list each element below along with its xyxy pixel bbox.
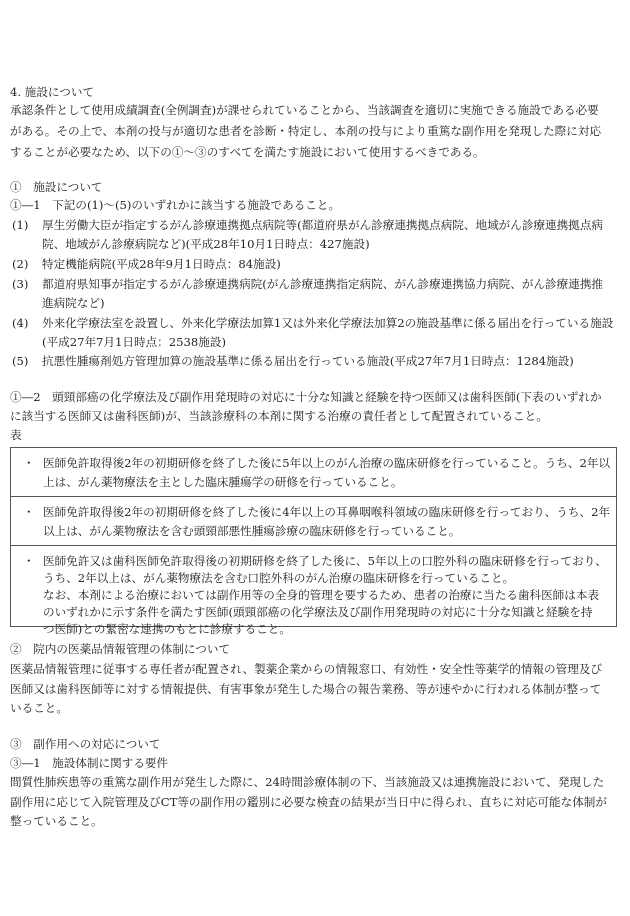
table-row-line: 医師免許取得後2年の初期研修を終了した後に5年以上のがん治療の臨床研修を行っていること。うち、2年以 [43, 456, 611, 470]
bullet: ・ [23, 505, 35, 519]
s1-sub2-line: に該当する医師又は歯科医師)が、当該診療科の本剤に関する治療の責任者として配置されていること。 [10, 409, 548, 423]
s2-title: ② 院内の医薬品情報管理の体制について [10, 642, 231, 656]
table-row [11, 497, 616, 546]
s3-line: 間質性肺疾患等の重篤な副作用が発生した際に、24時間診療体制の下、当該施設又は連携施設において、発現した [10, 775, 605, 789]
bullet: ・ [23, 456, 35, 470]
s3-sub1: ③―1 施設体制に関する要件 [10, 756, 169, 770]
item-line: (平成27年7月1日時点：2538施設) [42, 335, 226, 349]
s1-sub2-line: ①―2 頭頸部癌の化学療法及び副作用発現時の対応に十分な知識と経験を持つ医師又は歯科医師(下表のいずれか [10, 390, 602, 404]
intro-line: 承認条件として使用成績調査(全例調査)が課せられていることから、当該調査を適切に実施できる施設である必要 [10, 103, 599, 117]
intro-line: がある。その上で、本剤の投与が適切な患者を診断・特定し、本剤の投与により重篤な副作用を発現した際に対応 [10, 124, 602, 138]
item-number: (4) [12, 316, 29, 330]
table-row-line: のいずれかに示す条件を満たす医師(頭頸部癌の化学療法及び副作用発現時の対応に十分な知識と経験を持 [43, 605, 593, 619]
bullet: ・ [23, 554, 35, 568]
s2-line: 医薬品情報管理に従事する専任者が配置され、製薬企業からの情報窓口、有効性・安全性等薬学的情報の管理及び [10, 662, 602, 676]
table-row [11, 546, 616, 636]
table-row-line: 医師免許又は歯科医師免許取得後の初期研修を終了した後に、5年以上の口腔外科の臨床研修を行っており、 [43, 554, 607, 568]
s2-line: 医師又は歯科医師等に対する情報提供、有害事象が発生した場合の報告業務、等が速やかに行われる体制が整って [10, 682, 602, 696]
item-line: 都道府県知事が指定するがん診療連携病院(がん診療連携指定病院、がん診療連携協力病院、がん診療連携推 [42, 277, 604, 291]
item-line: 院、地域がん診療病院など)(平成28年10月1日時点：427施設) [42, 237, 370, 251]
table-row-line: 以上は、がん薬物療法を含む頭頸部悪性腫瘍診療の臨床研修を行っていること。 [43, 524, 461, 538]
s1-sub1: ①―1 下記の(1)～(5)のいずれかに該当する施設であること。 [10, 198, 341, 212]
item-number: (3) [12, 277, 29, 291]
table-row-line: なお、本剤による治療においては副作用等の全身的管理を要するため、患者の治療に当たる歯科医師は本表 [43, 588, 600, 602]
item-line: 特定機能病院(平成28年9月1日時点：84施設) [42, 257, 281, 271]
s3-line: 整っていること。 [10, 814, 103, 828]
item-number: (2) [12, 257, 29, 271]
table-row [11, 448, 616, 497]
table-row-line: うち、2年以上は、がん薬物療法を含む口腔外科のがん治療の臨床研修を行っていること。 [43, 571, 515, 585]
item-number: (1) [12, 218, 29, 232]
item-line: 外来化学療法室を設置し、外来化学療法加算1又は外来化学療法加算2の施設基準に係る届出を行っている施設 [42, 316, 614, 330]
item-number: (5) [12, 354, 29, 368]
s2-line: いること。 [10, 701, 68, 715]
s3-title: ③ 副作用への対応について [10, 737, 161, 751]
table-row-line: 上は、がん薬物療法を主とした臨床腫瘍学の研修を行っていること。 [43, 475, 403, 489]
item-line: 厚生労働大臣が指定するがん診療連携拠点病院等(都道府県がん診療連携拠点病院、地域がん診療連携拠点病 [42, 218, 604, 232]
table-row-line: つ医師)との緊密な連携のもとに診療すること。 [43, 622, 291, 636]
requirements-table [10, 447, 617, 636]
s3-line: 副作用に応じて入院管理及びCT等の副作用の鑑別に必要な検査の結果が当日中に得られ、直ちに対応可能な体制が [10, 795, 607, 809]
intro-line: することが必要なため、以下の①～③のすべてを満たす施設において使用するべきである。 [10, 145, 485, 159]
s1-title: ① 施設について [10, 180, 103, 194]
item-line: 進病院など) [42, 296, 105, 310]
section-heading: 4. 施設について [10, 85, 95, 99]
table-label: 表 [10, 428, 22, 442]
item-line: 抗悪性腫瘍剤処方管理加算の施設基準に係る届出を行っている施設(平成27年7月1日時点：1284施設) [42, 354, 574, 368]
table-row-line: 医師免許取得後2年の初期研修を終了した後に4年以上の耳鼻咽喉科領域の臨床研修を行っており、うち、2年 [43, 505, 611, 519]
